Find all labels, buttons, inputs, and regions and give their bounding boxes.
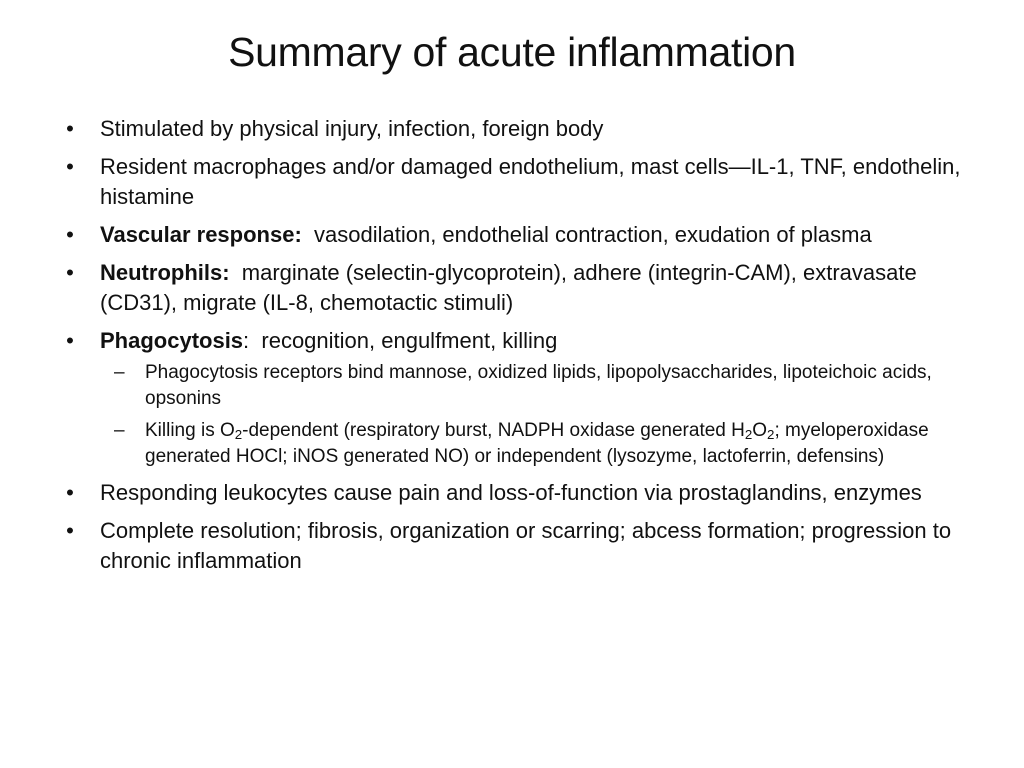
bullet-item xyxy=(60,220,970,250)
slide-title: Summary of acute inflammation xyxy=(228,29,796,75)
bullet-icon: • xyxy=(66,480,74,505)
bullet-item xyxy=(60,258,970,318)
sub-bullet-item xyxy=(100,418,970,470)
bullet-text: Resident macrophages and/or damaged endothelium, mast cells—IL-1, TNF, endothelin, histamine xyxy=(100,154,961,209)
dash-icon: – xyxy=(114,362,125,383)
bullet-item xyxy=(60,114,970,144)
bullet-label: Vascular response: xyxy=(100,222,302,247)
bullet-text: marginate (selectin-glycoprotein), adhere (integrin-CAM), extravasate (CD31), migrate (IL-8, chemotactic stimuli) xyxy=(100,260,923,315)
subscript: 2 xyxy=(767,427,775,442)
text-part: -dependent (respiratory burst, NADPH oxidase generated H xyxy=(242,420,745,441)
bullet-item xyxy=(60,326,970,470)
text-part: O xyxy=(752,420,768,441)
text-part: ; myeloperoxidase generated HOCl; iNOS generated NO) or independent (lysozyme, lactoferrin, defensins) xyxy=(145,420,929,467)
bullet-item xyxy=(60,152,970,212)
bullet-icon: • xyxy=(66,222,74,247)
bullet-item xyxy=(60,516,970,576)
text-part: Killing is O xyxy=(145,420,235,441)
bullet-text: Complete resolution; fibrosis, organization or scarring; abcess formation; progression to chronic inflammation xyxy=(100,518,952,573)
dash-icon: – xyxy=(114,420,125,441)
bullet-icon: • xyxy=(66,518,74,543)
bullet-text: Stimulated by physical injury, infection, foreign body xyxy=(100,116,604,141)
bullet-item xyxy=(60,478,970,508)
sub-bullet-text xyxy=(145,420,929,467)
subscript: 2 xyxy=(744,427,753,442)
bullet-label: Phagocytosis xyxy=(100,328,244,353)
subscript: 2 xyxy=(234,427,243,442)
bullet-icon: • xyxy=(66,116,74,141)
sub-bullet-text: Phagocytosis receptors bind mannose, oxidized lipids, lipopolysaccharides, lipoteichoic acids, opsonins xyxy=(145,362,932,409)
bullet-text: Responding leukocytes cause pain and loss-of-function via prostaglandins, enzymes xyxy=(100,480,922,505)
sub-bullet-item xyxy=(100,360,970,412)
bullet-text: vasodilation, endothelial contraction, exudation of plasma xyxy=(301,222,872,247)
bullet-icon: • xyxy=(66,328,74,353)
bullet-list xyxy=(60,114,970,584)
bullet-icon: • xyxy=(66,154,74,179)
bullet-icon: • xyxy=(66,260,74,285)
bullet-label: Neutrophils: xyxy=(100,260,230,285)
bullet-text: : recognition, engulfment, killing xyxy=(243,328,558,353)
sub-bullet-list xyxy=(100,360,970,470)
